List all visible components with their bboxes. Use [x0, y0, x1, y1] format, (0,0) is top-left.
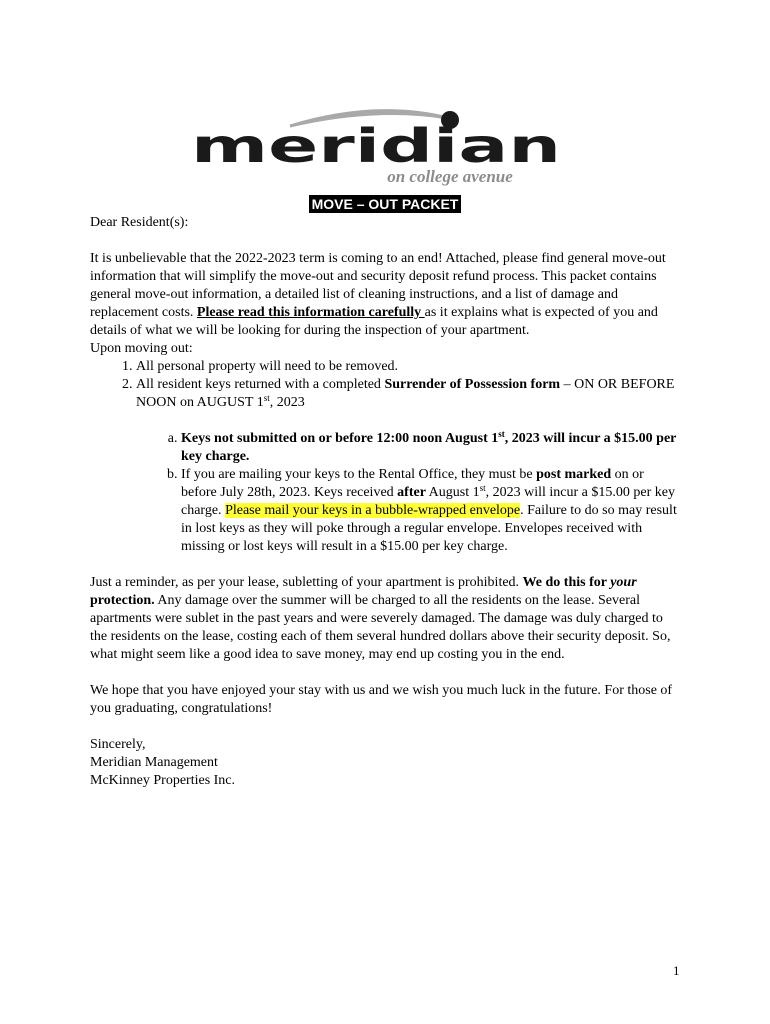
list-item: a. Keys not submitted on or before 12:00 noon August 1st, 2023 will incur a $15.00 per key charge. [181, 430, 680, 466]
signoff-line: Sincerely, [90, 737, 146, 752]
read-carefully-emphasis: Please read this information carefully [196, 305, 425, 320]
page-number: 1 [673, 963, 680, 978]
closing-paragraph: We hope that you have enjoyed your stay with us and we wish you much luck in the future. For those of you graduating, congratulations! [90, 683, 673, 716]
title-row [0, 195, 770, 215]
reminder-paragraph: Just a reminder, as per your lease, subletting of your apartment is prohibited. We do this for your protection. Any damage over the summer will be charged to all the residents on the lease. Several apartments were sublet in the past years and were severely damaged. The damage was duly charged to the residents on the lease, costing each of them several hundred dollars above their security deposit. So, what might seem like a good idea to save money, may end up costing you in the end. [90, 575, 671, 662]
list-item: b. If you are mailing your keys to the Rental Office, they must be post marked on or before July 28th, 2023. Keys received after August 1st, 2023 will incur a $15.00 per key charge. Please mail your keys in a bubble-wrapped envelope. Failure to do so may result in lost keys as they will poke through a regular envelope. Envelopes received with missing or lost keys will result in a $15.00 per key charge. [181, 466, 680, 556]
greeting: Dear Resident(s): [90, 215, 189, 230]
letter-body [90, 214, 680, 790]
meridian-logo [186, 104, 566, 186]
signoff-line: Meridian Management [90, 755, 218, 770]
list-item: 2. All resident keys returned with a completed Surrender of Possession form – ON OR BEFORE NOON on AUGUST 1st, 2023 [136, 376, 680, 412]
key-sublist [90, 430, 680, 556]
logo-wordmark: meridian [191, 119, 561, 173]
upon-moving-out: Upon moving out: [90, 341, 193, 356]
intro-paragraph: It is unbelievable that the 2022-2023 term is coming to an end! Attached, please find general move-out information that will simplify the move-out and security deposit refund process. This packet contains general move-out information, a detailed list of cleaning instructions, and a list of damage and replacement costs. Please read this information carefully as it explains what is expected of you and details of what we will be looking for during the inspection of your apartment. [90, 251, 666, 338]
page-title: MOVE – OUT PACKET [309, 195, 462, 213]
highlighted-instruction: Please mail your keys in a bubble-wrapped envelope [225, 503, 521, 518]
move-out-list [90, 358, 680, 412]
list-item: 1. All personal property will need to be removed. [136, 358, 680, 376]
signoff-line: McKinney Properties Inc. [90, 773, 236, 788]
logo-tagline: on college avenue [387, 167, 513, 186]
